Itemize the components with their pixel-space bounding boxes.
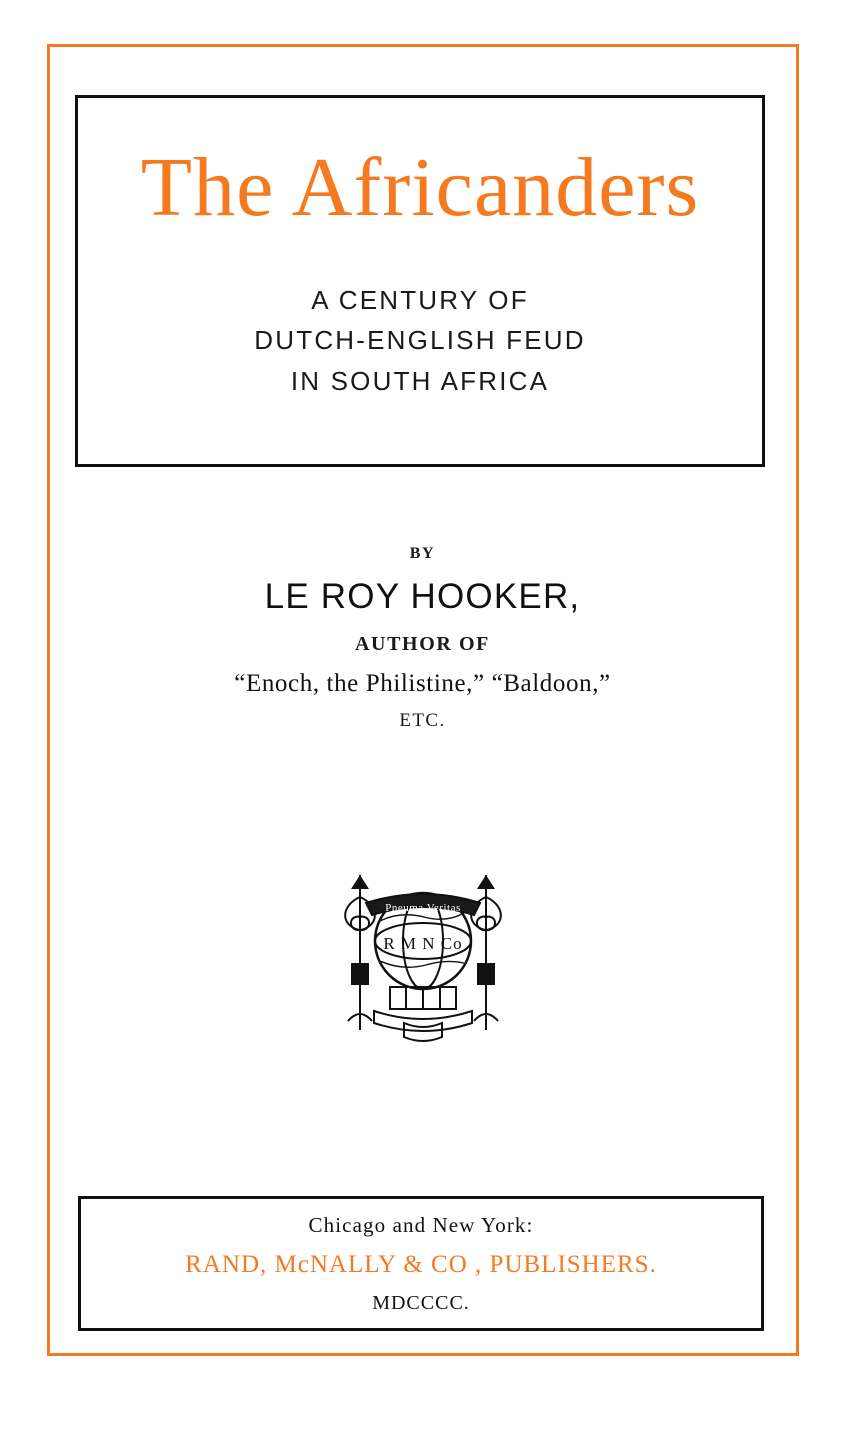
page-title: The Africanders	[140, 141, 700, 234]
author-of-label: AUTHOR OF	[355, 633, 490, 655]
imprint-city: Chicago and New York:	[308, 1212, 534, 1237]
emblem-monogram-text: R M N Co	[382, 934, 463, 953]
author-block	[0, 545, 845, 732]
imprint-box	[78, 1196, 764, 1331]
subtitle	[254, 280, 585, 401]
subtitle-line-1: A CENTURY OF	[311, 285, 529, 315]
imprint-year: MDCCCC.	[372, 1291, 470, 1314]
author-works-line: “Enoch, the Philistine,” “Baldoon,”	[234, 670, 611, 697]
title-box	[75, 95, 765, 467]
imprint-publisher: RAND, McNALLY & CO , PUBLISHERS.	[185, 1250, 657, 1278]
by-label: BY	[409, 545, 436, 562]
publisher-device-emblem	[318, 845, 528, 1055]
author-name: LE ROY HOOKER,	[264, 577, 581, 616]
etc-label: ETC.	[399, 710, 446, 731]
subtitle-line-3: IN SOUTH AFRICA	[290, 365, 550, 396]
subtitle-line-2: DUTCH-ENGLISH FEUD	[254, 325, 586, 356]
emblem-motto-text: Pneuma Veritas	[384, 902, 461, 914]
